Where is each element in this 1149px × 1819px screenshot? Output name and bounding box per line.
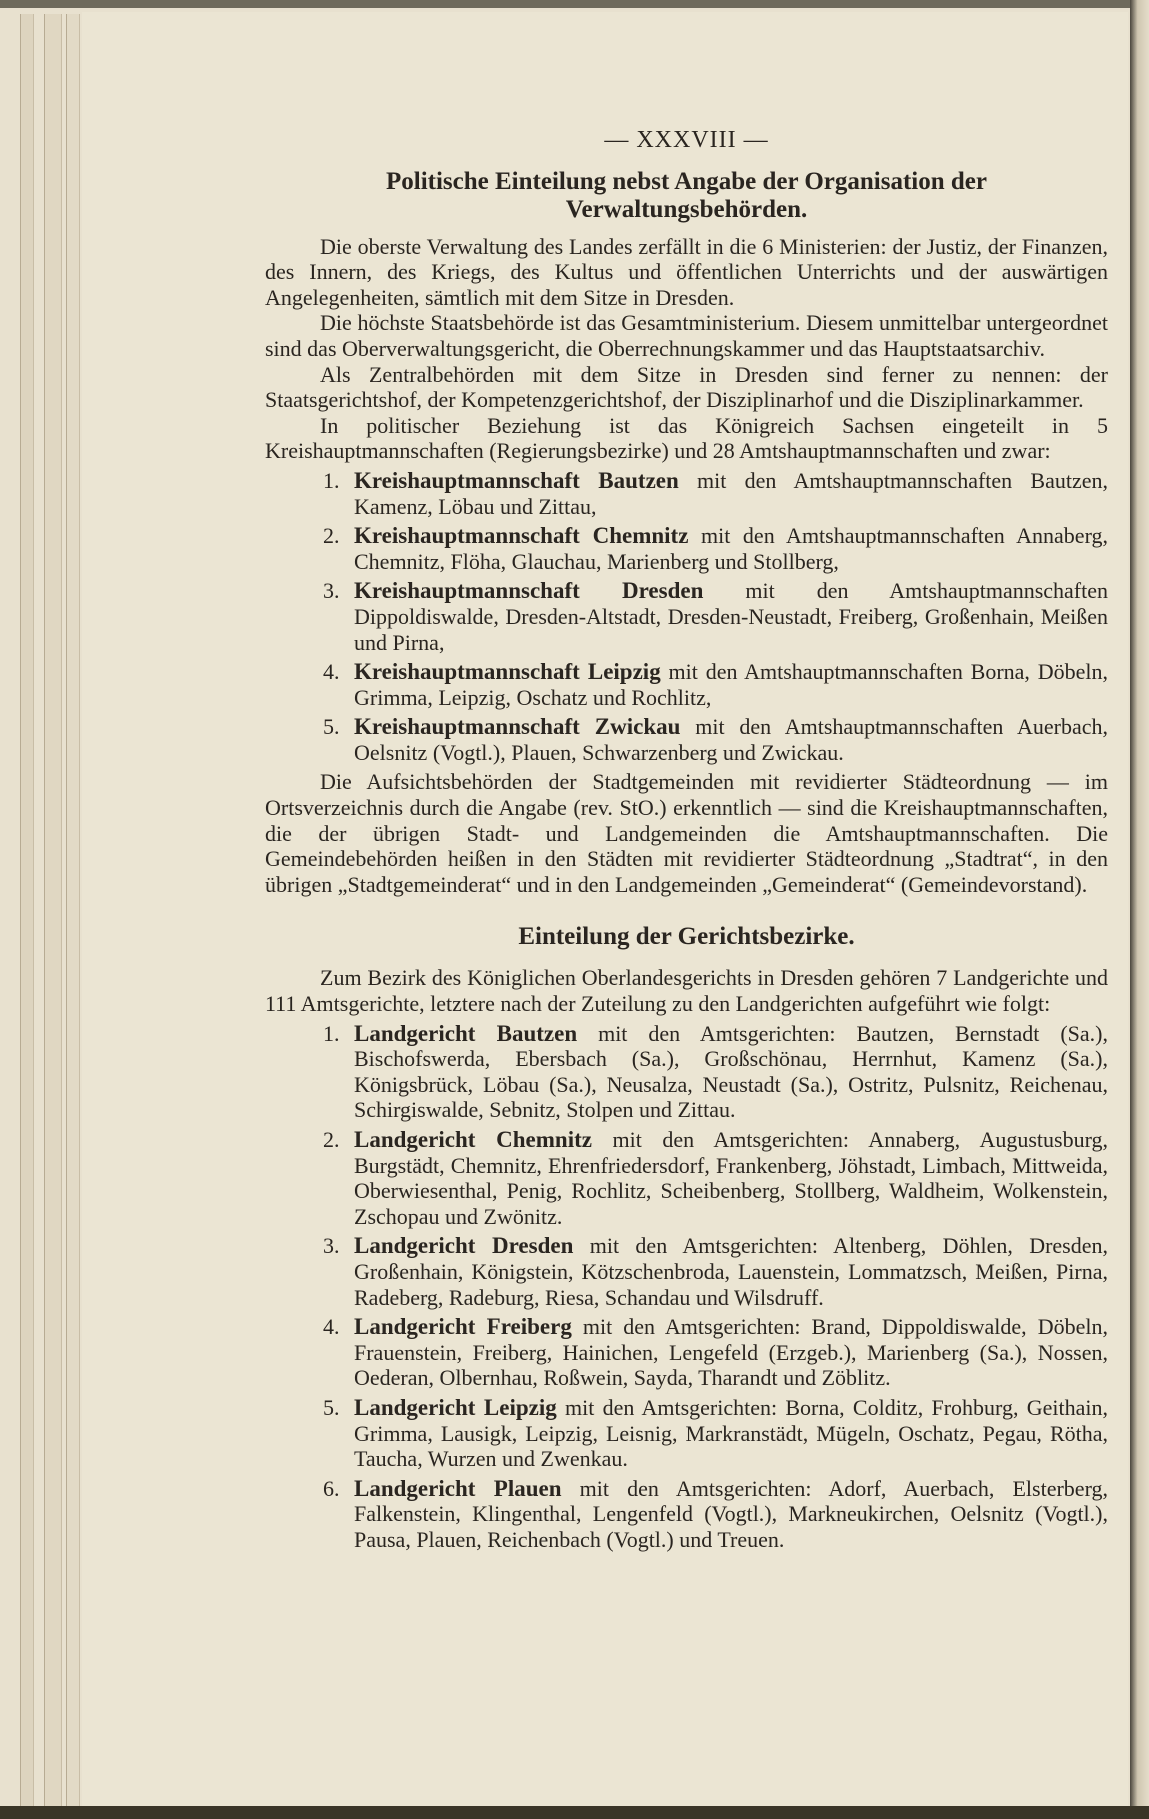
list-item: [265, 1395, 1108, 1472]
scan-bottom-edge: [0, 1806, 1149, 1819]
list-item: [265, 714, 1108, 765]
item-text: mit den Amtsgerichten: Borna, Colditz, Frohburg, Geithain, Grimma, Lausigk, Leipzig, Leisnig, Markranstädt, Mügeln, Oschatz, Pegau, Rötha, Taucha, Wurzen und Zwenkau.: [354, 1394, 1108, 1472]
item-number: 2.: [323, 1127, 340, 1152]
item-number: 4.: [323, 659, 340, 685]
item-name: Landgericht Chemnitz: [354, 1127, 592, 1152]
item-text: mit den Amtshauptmannschaften Auerbach, Oelsnitz (Vogtl.), Plauen, Schwarzenberg und Zwickau.: [354, 714, 1109, 765]
landgerichte-list: [265, 1021, 1108, 1553]
item-name: Kreishauptmannschaft Leipzig: [354, 659, 661, 685]
list-item: [265, 1127, 1108, 1229]
item-number: 3.: [323, 1233, 340, 1259]
page-stack-edge: [66, 14, 80, 1819]
item-name: Kreishauptmannschaft Chemnitz: [354, 523, 689, 549]
page-stack-edge: [20, 14, 34, 1819]
page-number: — XXXVIII —: [604, 127, 769, 153]
item-name: Landgericht Dresden: [354, 1233, 574, 1259]
item-number: 3.: [323, 578, 340, 604]
item-name: Landgericht Freiberg: [354, 1314, 572, 1340]
item-number: 6.: [323, 1475, 340, 1501]
item-name: Kreishauptmannschaft Dresden: [354, 578, 704, 604]
list-item: [265, 1314, 1108, 1391]
item-name: Landgericht Plauen: [354, 1475, 562, 1501]
list-item: [265, 1476, 1108, 1553]
item-text: mit den Amtshauptmannschaften Dippoldiswalde, Dresden-Altstadt, Dresden-Neustadt, Freiberg, Großenhain, Meißen und Pirna,: [354, 578, 1108, 655]
item-name: Landgericht Leipzig: [354, 1394, 557, 1420]
item-text: mit den Amtsgerichten: Adorf, Auerbach, Elsterberg, Falkenstein, Klingenthal, Lengenfeld (Vogtl.), Markneukirchen, Oelsnitz (Vogtl.), Pausa, Plauen, Reichenbach (Vogtl.) und Treuen.: [354, 1475, 1108, 1552]
item-name: Kreishauptmannschaft Zwickau: [354, 714, 681, 740]
paragraph: Die höchste Staatsbehörde ist das Gesamtministerium. Diesem unmittelbar untergeordnet sind das Oberverwaltungsgericht, die Oberrechnungskammer und das Hauptstaatsarchiv.: [265, 310, 1108, 361]
book-gutter: [1130, 0, 1149, 1819]
list-item: [265, 468, 1108, 519]
item-text: mit den Amtshauptmannschaften Bautzen, Kamenz, Löbau und Zittau,: [354, 467, 1108, 519]
paragraph: Zum Bezirk des Königlichen Oberlandesgerichts in Dresden gehören 7 Landgerichte und 111 Amtsgerichte, letztere nach der Zuteilung zu den Landgerichten aufgeführt wie folgt:: [265, 965, 1108, 1017]
paragraph: Die Aufsichtsbehörden der Stadtgemeinden mit revidierter Städteordnung — im Ortsverzeichnis durch die Angabe (rev. StO.) erkenntlich — sind die Kreishauptmannschaften, die der übrigen Stadt- und Landgemeinden die Amtshauptmannschaften. Die Gemeindebehörden heißen in den Städten mit revidierter Städteordnung „Stadtrat“, in den übrigen „Stadtgemeinderat“ und in den Landgemeinden „Gemeinderat“ (Gemeindevorstand).: [265, 769, 1108, 897]
paragraph: Als Zentralbehörden mit dem Sitze in Dresden sind ferner zu nennen: der Staatsgerichtshof, der Kompetenzgerichtshof, der Disziplinarhof und die Disziplinarkammer.: [265, 361, 1108, 413]
list-item: [265, 659, 1108, 710]
list-item: [265, 523, 1108, 574]
list-item: [265, 1021, 1108, 1123]
item-number: 4.: [323, 1314, 340, 1340]
item-text: mit den Amtshauptmannschaften Borna, Döbeln, Grimma, Leipzig, Oschatz und Rochlitz,: [354, 659, 1109, 710]
page-stack-edge: [44, 14, 62, 1819]
item-text: mit den Amtsgerichten: Annaberg, Augustusburg, Burgstädt, Chemnitz, Ehrenfriedersdorf, Frankenberg, Jöhstadt, Limbach, Mittweida, Oberwiesenthal, Penig, Rochlitz, Scheibenberg, Stollberg, Waldheim, Wolkenstein, Zschopau und Zwönitz.: [354, 1127, 1108, 1229]
item-text: mit den Amtsgerichten: Altenberg, Döhlen, Dresden, Großenhain, Königstein, Kötzschenbroda, Lauenstein, Lommatzsch, Meißen, Pirna, Radeberg, Radeburg, Riesa, Schandau und Wilsdruff.: [354, 1233, 1108, 1310]
paragraph: Die oberste Verwaltung des Landes zerfällt in die 6 Ministerien: der Justiz, der Finanzen, des Innern, des Kriegs, des Kultus und öffentlichen Unterrichts und der auswärtigen Angelegenheiten, sämtlich mit dem Sitze in Dresden.: [265, 233, 1108, 310]
text-column: [265, 128, 1108, 1557]
paragraph: In politischer Beziehung ist das Königreich Sachsen eingeteilt in 5 Kreishauptmannschaften (Regierungsbezirke) und 28 Amtshauptmannschaften und zwar:: [265, 412, 1108, 464]
section-title-politische-einteilung: Politische Einteilung nebst Angabe der Organisation der Verwaltungsbehörden.: [386, 167, 987, 223]
kreishauptmannschaften-list: [265, 468, 1108, 766]
item-text: mit den Amtsgerichten: Bautzen, Bernstadt (Sa.), Bischofswerda, Ebersbach (Sa.), Großschönau, Herrnhut, Kamenz (Sa.), Königsbrück, Löbau (Sa.), Neusalza, Neustadt (Sa.), Ostritz, Pulsnitz, Reichenau, Schirgiswalde, Sebnitz, Stolpen und Zittau.: [354, 1020, 1108, 1123]
item-name: Landgericht Bautzen: [354, 1020, 578, 1046]
item-number: 1.: [323, 467, 340, 493]
item-text: mit den Amtshauptmannschaften Annaberg, Chemnitz, Flöha, Glauchau, Marienberg und Stollberg,: [354, 523, 1108, 574]
item-text: mit den Amtsgerichten: Brand, Dippoldiswalde, Döbeln, Frauenstein, Freiberg, Hainichen, Lengefeld (Erzgeb.), Marienberg (Sa.), Nossen, Oederan, Olbernhau, Roßwein, Sayda, Tharandt und Zöblitz.: [354, 1314, 1108, 1391]
section-title-gerichtsbezirke: Einteilung der Gerichtsbezirke.: [518, 923, 855, 951]
item-number: 1.: [323, 1020, 340, 1046]
scan-top-edge: [0, 0, 1149, 8]
item-number: 5.: [323, 1394, 340, 1420]
list-item: [265, 1233, 1108, 1310]
list-item: [265, 578, 1108, 655]
item-name: Kreishauptmannschaft Bautzen: [354, 467, 679, 493]
item-number: 2.: [323, 523, 340, 549]
item-number: 5.: [323, 714, 340, 740]
